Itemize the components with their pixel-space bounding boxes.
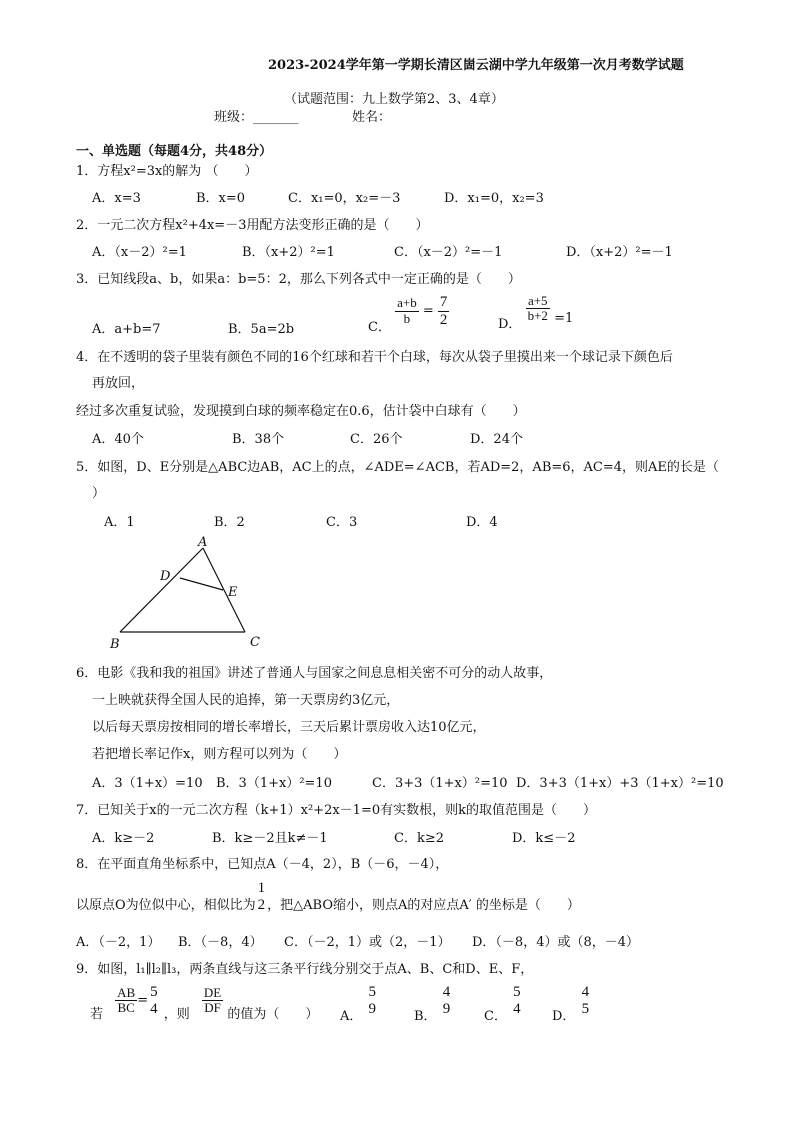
q9-d-fraction xyxy=(580,984,592,1017)
q3-option-d-label: D． xyxy=(498,317,522,333)
q8-option-a: A．（－2，1） xyxy=(76,935,161,950)
question-3-stem: 3．已知线段a、b，如果a：b=5：2，那么下列各式中一定正确的是（ ） xyxy=(76,272,521,287)
question-5-stem-line2: ） xyxy=(92,486,106,501)
q9-a-fraction xyxy=(367,984,379,1017)
q9-b-fraction xyxy=(441,984,453,1017)
section-heading: 一、单选题（每题4分，共48分） xyxy=(76,144,273,159)
question-9-stem: 9．如图，l₁∥l₂∥l₃，两条直线与这三条平行线分别交于点A、B、C和D、E、F， xyxy=(76,962,534,977)
q7-option-c: C．k≥2 xyxy=(394,831,444,846)
name-field-label: 姓名： xyxy=(352,110,392,125)
label-d: D xyxy=(160,569,171,584)
q1-option-b: B．x=0 xyxy=(196,191,246,206)
question-6-stem-line1: 6．电影《我和我的祖国》讲述了普通人与国家之间息息相关密不可分的动人故事， xyxy=(76,666,553,681)
q3-option-c xyxy=(368,294,449,335)
q9-5: 5 xyxy=(150,984,158,1000)
question-9-condition xyxy=(90,984,319,1022)
q3-option-c-rhs xyxy=(438,294,450,328)
q6-option-b: B．3（1+x）²=10 xyxy=(216,776,332,791)
q3-option-c-fraction xyxy=(395,296,419,326)
question-1-stem: 1．方程x²=3x的解为 （ ） xyxy=(76,164,258,179)
question-5-stem-line1: 5．如图，D、E分别是△ABC边AB，AC上的点，∠ADE=∠ACB，若AD=2，AB=6，AC=4，则AE的长是（ xyxy=(76,460,719,475)
q9-fraction-5-4 xyxy=(148,984,160,1017)
exam-scope: （试题范围：九上数学第2、3、4章） xyxy=(284,92,504,107)
q8-option-c: C．（－2，1）或（2，－1） xyxy=(284,935,451,950)
q8-ratio-fraction xyxy=(256,880,268,913)
q9-df: DF xyxy=(204,1000,221,1015)
q5-option-c: C．3 xyxy=(326,515,358,530)
segment-de xyxy=(180,578,223,590)
q1-option-c: C．x₁=0，x₂=－3 xyxy=(288,191,401,206)
q2-option-d: D．（x+2）²=－1 xyxy=(566,245,673,260)
q6-option-d: D．3+3（1+x）+3（1+x）²=10 xyxy=(516,776,724,791)
question-6-stem-line2: 一上映就获得全国人民的追捧，第一天票房约3亿元， xyxy=(92,693,400,708)
q8-ratio-denominator: 2 xyxy=(257,896,266,913)
q4-option-c: C．26个 xyxy=(350,432,403,447)
question-2-stem: 2．一元二次方程x²+4x=－3用配方法变形正确的是（ ） xyxy=(76,218,429,233)
q9-equals: = xyxy=(137,993,149,1008)
q9-option-c xyxy=(484,984,523,1024)
q9-tail: 的值为（ ） xyxy=(227,1007,319,1022)
q3-option-d xyxy=(498,293,574,333)
label-a: A xyxy=(198,535,208,550)
q2-option-c: C．（x－2）²=－1 xyxy=(394,245,503,260)
q8-option-b: B．（－8，4） xyxy=(178,935,263,950)
q5-option-b: B．2 xyxy=(214,515,245,530)
q3-d-denominator: b+2 xyxy=(527,308,548,324)
q9-ab: AB xyxy=(117,984,136,1000)
q3-c-denominator: b xyxy=(403,310,411,326)
q3-d-equals: =1 xyxy=(554,311,574,327)
q9-4: 4 xyxy=(150,1000,158,1017)
q2-option-a: A．（x－2）²=1 xyxy=(92,245,187,260)
q9-fraction-de-df xyxy=(202,986,223,1016)
question-6-stem-line4: 若把增长率记作x，则方程可以列为（ ） xyxy=(92,747,347,762)
q8-text-before-fraction: 以原点O为位似中心，相似比为 xyxy=(76,898,256,913)
q9-option-b xyxy=(414,984,452,1024)
q3-option-b: B．5a=2b xyxy=(228,322,295,337)
q6-option-a: A．3（1+x）=10 xyxy=(92,776,203,791)
q9-then: ，则 xyxy=(163,1007,190,1022)
q3-option-a: A．a+b=7 xyxy=(92,322,161,337)
q9-c-den: 4 xyxy=(513,1000,521,1017)
exam-title: 2023-2024学年第一学期长清区崮云湖中学九年级第一次月考数学试题 xyxy=(268,58,684,73)
q4-option-b: B．38个 xyxy=(232,432,285,447)
q3-option-d-fraction xyxy=(526,294,550,324)
question-7-stem: 7．已知关于x的一元二次方程（k+1）x²+2x－1=0有实数根，则k的取值范围是（ ） xyxy=(76,803,596,818)
q3-c-rhs-numerator: 7 xyxy=(439,294,448,310)
q1-option-d: D．x₁=0，x₂=3 xyxy=(444,191,544,206)
q9-b-num: 4 xyxy=(442,984,451,1000)
q7-option-d: D．k≤－2 xyxy=(512,831,576,846)
q9-a-label: A． xyxy=(340,1009,363,1024)
q8-ratio-numerator: 1 xyxy=(257,880,266,896)
q5-option-d: D．4 xyxy=(466,515,498,530)
question-4-stem-line3: 经过多次重复试验，发现摸到白球的频率稳定在0.6，估计袋中白球有（ ） xyxy=(76,404,526,419)
question-4-stem-line1: 4．在不透明的袋子里装有颜色不同的16个红球和若干个白球，每次从袋子里摸出来一个球记录下颜色后 xyxy=(76,350,673,365)
q2-option-b: B．（x+2）²=1 xyxy=(242,245,335,260)
q3-option-c-label: C． xyxy=(368,319,391,335)
q9-b-label: B． xyxy=(414,1009,437,1024)
q9-c-num: 5 xyxy=(513,984,521,1000)
label-b: B xyxy=(110,637,120,652)
q9-d-label: D． xyxy=(552,1009,576,1024)
q6-option-c: C．3+3（1+x）²=10 xyxy=(372,776,508,791)
q9-d-den: 5 xyxy=(581,1000,590,1017)
label-c: C xyxy=(250,635,260,650)
triangle-figure xyxy=(100,534,270,654)
q9-d-num: 4 xyxy=(581,984,590,1000)
q3-d-numerator: a+5 xyxy=(526,294,550,309)
question-8-stem-line2 xyxy=(76,880,580,913)
q9-if: 若 xyxy=(90,1007,104,1022)
q8-text-after-fraction: ，把△ABO缩小，则点A的对应点A′ 的坐标是（ ） xyxy=(267,898,580,913)
label-e: E xyxy=(228,585,238,600)
question-8-stem-line1: 8．在平面直角坐标系中，已知点A（－4，2），B（－6，－4）， xyxy=(76,857,449,872)
q9-a-num: 5 xyxy=(368,984,377,1000)
q3-c-numerator: a+b xyxy=(397,295,417,311)
q9-option-d xyxy=(552,984,591,1024)
question-4-stem-line2: 再放回， xyxy=(92,376,145,391)
q9-bc: BC xyxy=(117,1000,135,1015)
q7-option-a: A．k≥－2 xyxy=(92,831,155,846)
class-field-label: 班级：_______ xyxy=(214,110,299,125)
q9-a-den: 9 xyxy=(368,1000,377,1017)
q4-option-a: A．40个 xyxy=(92,432,144,447)
q9-b-den: 9 xyxy=(442,1000,451,1017)
segment-ac xyxy=(203,548,245,632)
question-6-stem-line3: 以后每天票房按相同的增长率增长，三天后累计票房收入达10亿元， xyxy=(92,720,486,735)
q9-fraction-ab-bc xyxy=(115,986,137,1016)
q9-c-label: C． xyxy=(484,1009,507,1024)
q3-c-equals: = xyxy=(422,303,434,319)
q9-c-fraction xyxy=(511,984,523,1017)
segment-ab xyxy=(120,548,203,632)
q9-option-a xyxy=(340,984,378,1024)
q9-de: DE xyxy=(203,984,222,1000)
q1-option-a: A．x=3 xyxy=(92,191,141,206)
q7-option-b: B．k≥－2且k≠－1 xyxy=(212,831,328,846)
q4-option-d: D．24个 xyxy=(470,432,523,447)
q5-option-a: A．1 xyxy=(104,515,135,530)
q8-option-d: D．（－8，4）或（8，－4） xyxy=(472,935,640,950)
q3-c-rhs-denominator: 2 xyxy=(439,311,448,328)
